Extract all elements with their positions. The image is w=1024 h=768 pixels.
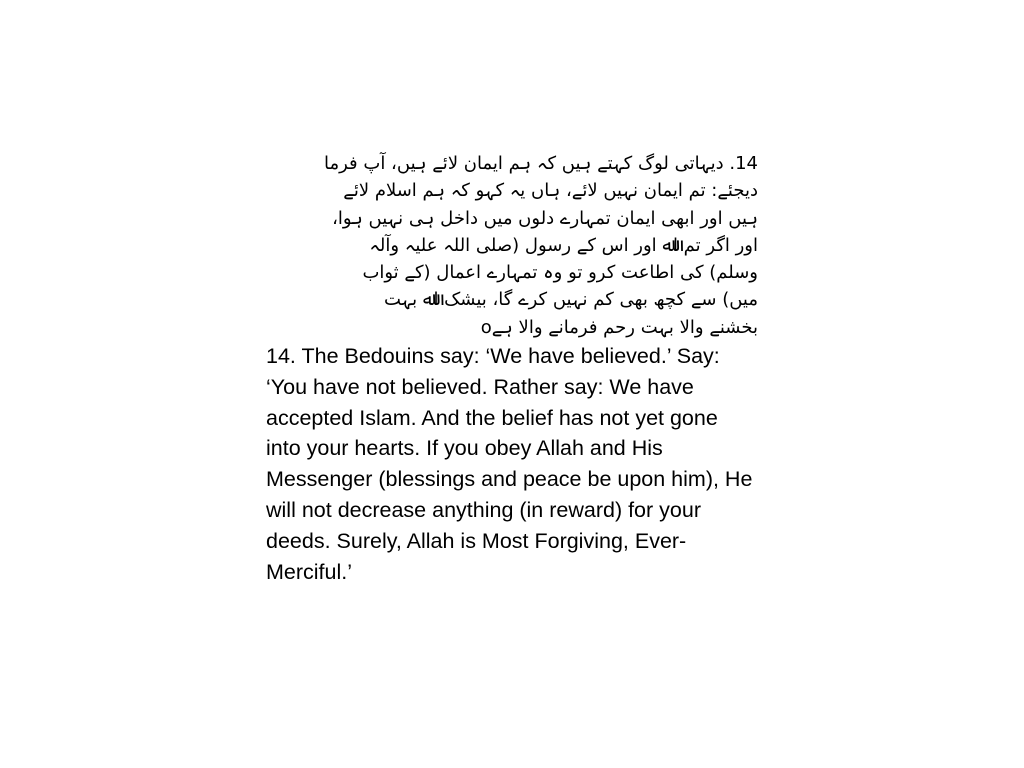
english-translation: 14. The Bedouins say: ‘We have believed.’ Say: ‘You have not believed. Rather say: We have accepted Islam. And the belief has not yet gone into your hearts. If you obey Allah and His Messenger (blessings and peace be upon him), He will not decrease anything (in reward) for your deeds. Surely, Allah is Most Forgiving, Ever-Merciful.’: [266, 344, 753, 584]
urdu-line-4: اور اگر تم اﷲ اور اس کے رسول (صلی اللہ علیہ وآلہ: [369, 234, 758, 256]
verse-text-block: [266, 150, 758, 587]
urdu-line-6: میں) سے کچھ بھی کم نہیں کرے گا، بیشک اﷲ بہت: [383, 289, 758, 311]
urdu-line-2: دیجئے: تم ایمان نہیں لائے، ہاں یہ کہو کہ ہم اسلام لائے: [343, 180, 758, 202]
urdu-line-3: ہیں اور ابھی ایمان تمہارے دلوں میں داخل ہی نہیں ہوا،: [332, 207, 758, 229]
urdu-line-1: 14. دیہاتی لوگ کہتے ہیں کہ ہم ایمان لائے ہیں، آپ فرما: [324, 153, 758, 174]
urdu-line-5: وسلم) کی اطاعت کرو تو وہ تمہارے اعمال (کے ثواب: [362, 262, 758, 284]
urdu-line-7: بخشنے والا بہت رحم فرمانے والا ہےo: [480, 316, 758, 338]
